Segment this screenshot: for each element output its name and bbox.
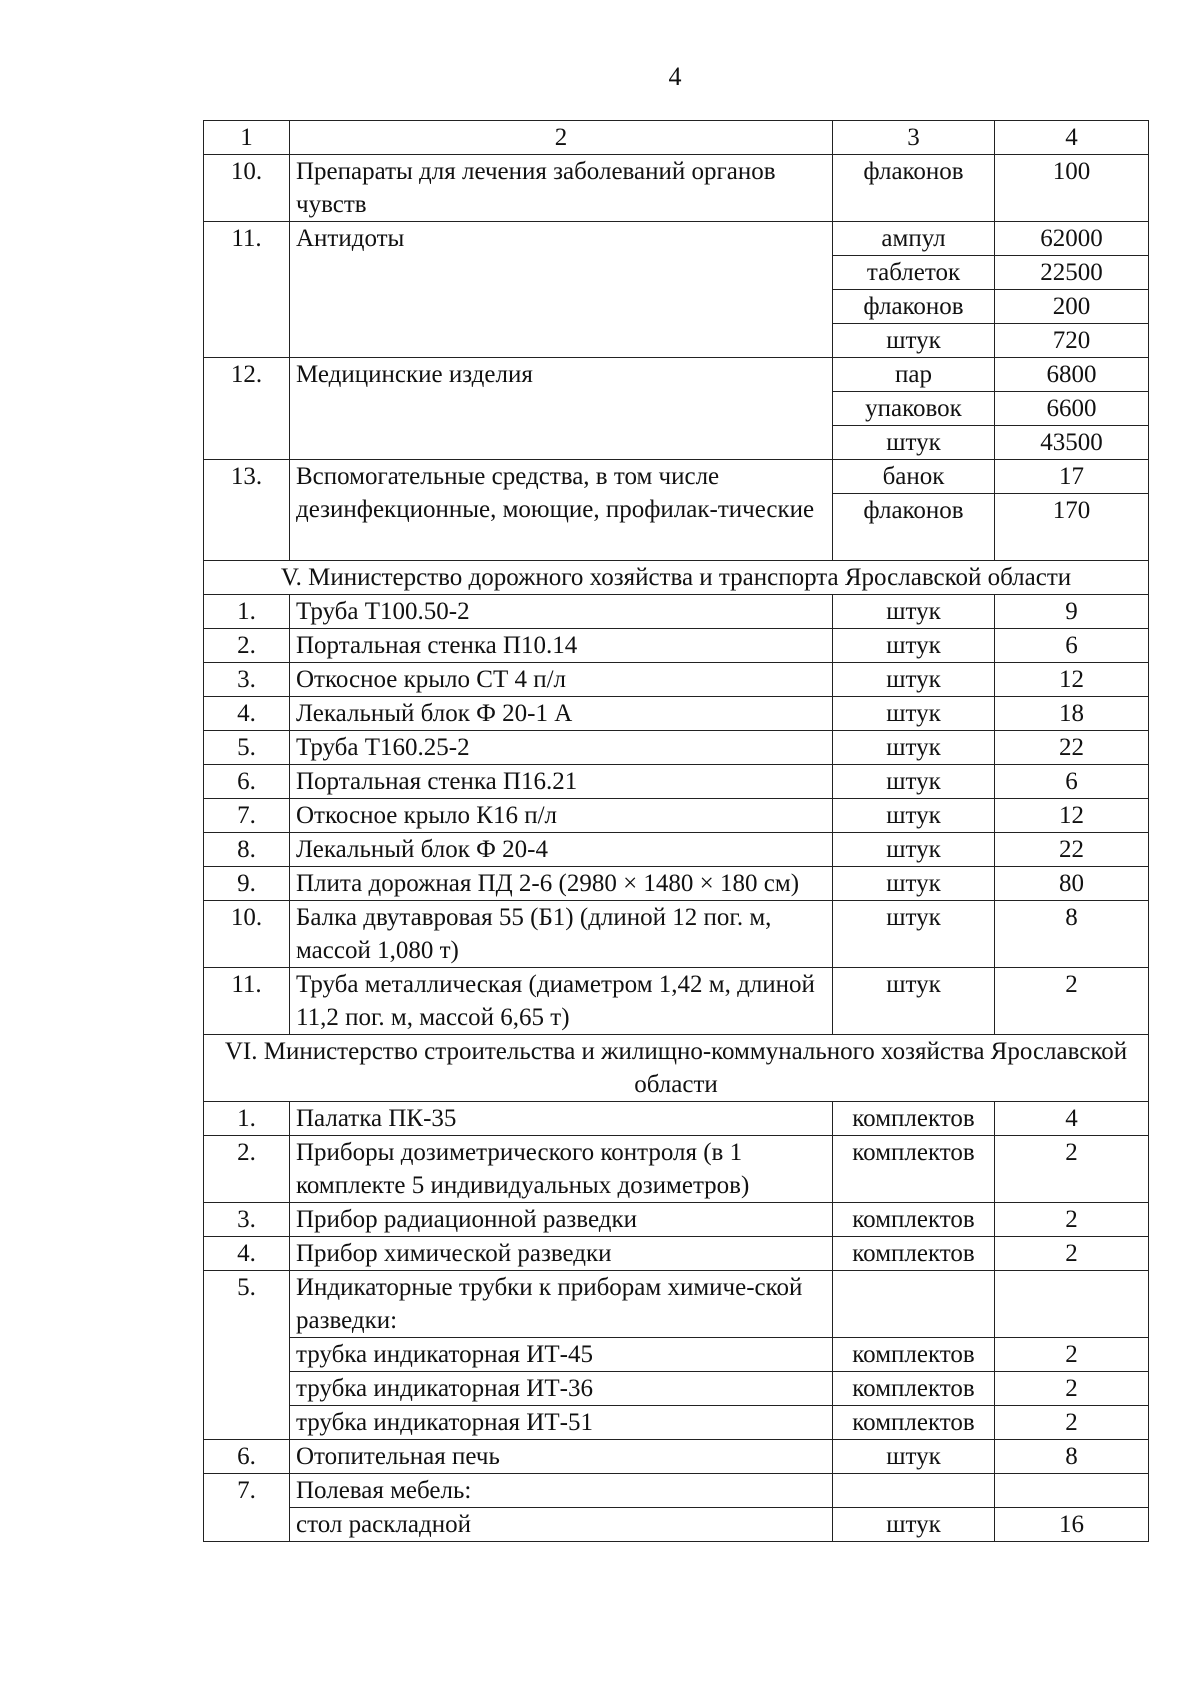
item-name: Приборы дозиметрического контроля (в 1 комплекте 5 индивидуальных дозиметров) [290,1136,833,1203]
item-number: 11. [204,222,290,358]
table-subrow [204,1338,1149,1372]
item-unit: штук [833,731,995,765]
item-unit: штук [833,968,995,1035]
item-name: Лекальный блок Ф 20-4 [290,833,833,867]
item-unit: комплектов [833,1136,995,1203]
item-unit: таблеток [833,256,995,290]
item-unit: штук [833,663,995,697]
table-row [204,1474,1149,1508]
item-name: Плита дорожная ПД 2-6 (2980 × 1480 × 180 см) [290,867,833,901]
item-name: Портальная стенка П10.14 [290,629,833,663]
item-name: Прибор химической разведки [290,1237,833,1271]
item-unit: флаконов [833,290,995,324]
subitem-name: трубка индикаторная ИТ-36 [290,1372,833,1406]
table-row [204,1237,1149,1271]
item-quantity: 200 [995,290,1149,324]
table-row [204,663,1149,697]
item-quantity: 720 [995,324,1149,358]
item-number: 6. [204,1440,290,1474]
item-name: Труба металлическая (диаметром 1,42 м, длиной 11,2 пог. м, массой 6,65 т) [290,968,833,1035]
subitem-quantity: 2 [995,1372,1149,1406]
item-name: Труба Т100.50-2 [290,595,833,629]
item-quantity: 17 [995,460,1149,494]
item-name: Медицинские изделия [290,358,833,460]
item-number: 5. [204,1271,290,1440]
item-number: 2. [204,1136,290,1203]
page-number: 4 [668,62,682,91]
header-cell-4: 4 [995,121,1149,155]
item-unit: штук [833,833,995,867]
item-number: 12. [204,358,290,460]
item-number: 4. [204,1237,290,1271]
item-number: 3. [204,663,290,697]
item-number: 11. [204,968,290,1035]
item-name: Палатка ПК-35 [290,1102,833,1136]
section-row [204,1035,1149,1102]
subitem-unit: комплектов [833,1338,995,1372]
item-quantity: 6 [995,765,1149,799]
subitem-unit: комплектов [833,1406,995,1440]
item-unit [833,1474,995,1508]
table-row [204,1136,1149,1203]
table-subrow [204,1508,1149,1542]
table-row [204,731,1149,765]
item-quantity: 2 [995,1203,1149,1237]
table-row [204,460,1149,494]
item-unit: банок [833,460,995,494]
subitem-quantity: 2 [995,1338,1149,1372]
subitem-name: трубка индикаторная ИТ-45 [290,1338,833,1372]
item-number: 6. [204,765,290,799]
item-quantity: 8 [995,901,1149,968]
table-row [204,358,1149,392]
item-number: 13. [204,460,290,561]
item-unit: штук [833,799,995,833]
item-name: Балка двутавровая 55 (Б1) (длиной 12 пог. м, массой 1,080 т) [290,901,833,968]
item-quantity: 2 [995,968,1149,1035]
item-quantity [995,1474,1149,1508]
item-name: Антидоты [290,222,833,358]
item-quantity: 6600 [995,392,1149,426]
section-title: V. Министерство дорожного хозяйства и транспорта Ярославской области [204,561,1149,595]
item-quantity: 12 [995,663,1149,697]
item-quantity: 22 [995,833,1149,867]
table-row [204,222,1149,256]
item-name: Препараты для лечения заболеваний органов чувств [290,155,833,222]
inventory-table [203,120,1149,1542]
table-row [204,629,1149,663]
item-quantity: 80 [995,867,1149,901]
item-quantity: 6 [995,629,1149,663]
table-row [204,867,1149,901]
item-quantity: 6800 [995,358,1149,392]
item-unit: штук [833,867,995,901]
item-unit: ампул [833,222,995,256]
table-row [204,968,1149,1035]
item-name: Отопительная печь [290,1440,833,1474]
item-name: Лекальный блок Ф 20-1 А [290,697,833,731]
item-number: 1. [204,1102,290,1136]
item-unit: комплектов [833,1203,995,1237]
section-title: VI. Министерство строительства и жилищно-коммунального хозяйства Ярославской области [204,1035,1149,1102]
item-quantity: 22 [995,731,1149,765]
item-unit: флаконов [833,494,995,561]
item-number: 2. [204,629,290,663]
item-unit: штук [833,901,995,968]
subitem-unit: штук [833,1508,995,1542]
item-quantity: 22500 [995,256,1149,290]
table-row [204,697,1149,731]
item-number: 4. [204,697,290,731]
item-quantity [995,1271,1149,1338]
item-name: Портальная стенка П16.21 [290,765,833,799]
item-unit: комплектов [833,1237,995,1271]
item-unit: штук [833,629,995,663]
header-cell-3: 3 [833,121,995,155]
item-number: 1. [204,595,290,629]
item-quantity: 18 [995,697,1149,731]
item-unit: упаковок [833,392,995,426]
subitem-name: трубка индикаторная ИТ-51 [290,1406,833,1440]
item-quantity: 2 [995,1237,1149,1271]
table-row [204,595,1149,629]
table-subrow [204,1372,1149,1406]
item-unit: штук [833,595,995,629]
item-name: Вспомогательные средства, в том числе дезинфекционные, моющие, профилак-тические [290,460,833,561]
item-unit [833,1271,995,1338]
subitem-quantity: 2 [995,1406,1149,1440]
subitem-unit: комплектов [833,1372,995,1406]
item-quantity: 2 [995,1136,1149,1203]
table-row [204,1440,1149,1474]
item-number: 7. [204,1474,290,1542]
item-unit: штук [833,426,995,460]
item-unit: пар [833,358,995,392]
item-quantity: 12 [995,799,1149,833]
table-row [204,765,1149,799]
item-name: Откосное крыло СТ 4 п/л [290,663,833,697]
item-unit: штук [833,1440,995,1474]
item-quantity: 100 [995,155,1149,222]
item-number: 9. [204,867,290,901]
table-row [204,833,1149,867]
subitem-quantity: 16 [995,1508,1149,1542]
item-quantity: 9 [995,595,1149,629]
item-number: 10. [204,155,290,222]
table-subrow [204,1406,1149,1440]
table-row [204,901,1149,968]
header-cell-2: 2 [290,121,833,155]
item-unit: штук [833,324,995,358]
item-quantity: 8 [995,1440,1149,1474]
table-row [204,1271,1149,1338]
header-cell-1: 1 [204,121,290,155]
item-unit: штук [833,765,995,799]
table-row [204,1102,1149,1136]
item-name: Прибор радиационной разведки [290,1203,833,1237]
item-quantity: 62000 [995,222,1149,256]
item-number: 10. [204,901,290,968]
table-row [204,155,1149,222]
item-number: 3. [204,1203,290,1237]
section-row [204,561,1149,595]
table-body [204,121,1149,1542]
item-unit: штук [833,697,995,731]
item-name: Откосное крыло К16 п/л [290,799,833,833]
item-number: 8. [204,833,290,867]
item-name: Труба Т160.25-2 [290,731,833,765]
header-row [204,121,1149,155]
item-number: 5. [204,731,290,765]
table-row [204,1203,1149,1237]
item-quantity: 170 [995,494,1149,561]
item-name: Полевая мебель: [290,1474,833,1508]
item-quantity: 4 [995,1102,1149,1136]
item-unit: флаконов [833,155,995,222]
table-row [204,799,1149,833]
item-quantity: 43500 [995,426,1149,460]
item-number: 7. [204,799,290,833]
subitem-name: стол раскладной [290,1508,833,1542]
item-unit: комплектов [833,1102,995,1136]
item-name: Индикаторные трубки к приборам химиче-ской разведки: [290,1271,833,1338]
